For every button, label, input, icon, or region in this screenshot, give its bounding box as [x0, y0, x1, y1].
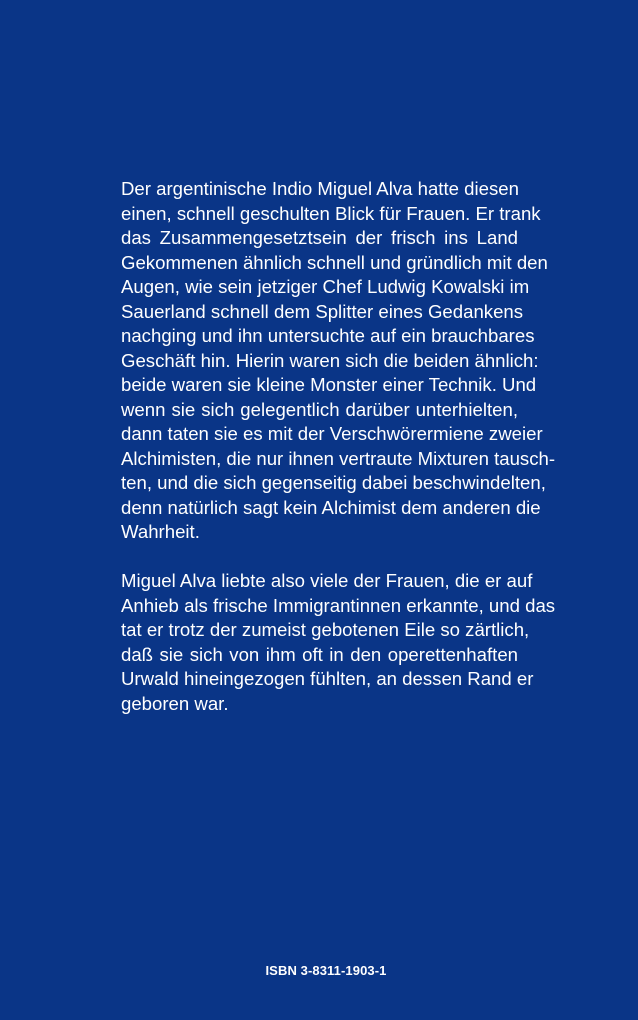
text-line: Geschäft hin. Hierin waren sich die beiden ähnlich:	[121, 349, 539, 371]
text-line: tat er trotz der zumeist gebotenen Eile so zärtlich,	[121, 619, 530, 640]
text-line: daß sie sich von ihm oft in den operettenhaften	[121, 643, 518, 665]
text-line: dann taten sie es mit der Verschwörermiene zweier	[121, 423, 543, 444]
text-line: Alchimisten, die nur ihnen vertraute Mixturen tausch-	[121, 447, 556, 469]
text-line: Der argentinische Indio Miguel Alva hatte diesen	[121, 178, 519, 199]
text-line: ten, und die sich gegenseitig dabei beschwindelten,	[121, 472, 546, 493]
text-line: wenn sie sich gelegentlich darüber unterhielten,	[121, 398, 518, 420]
text-line: nachging und ihn untersuchte auf ein brauchbares	[121, 325, 535, 346]
isbn-label: ISBN 3-8311-1903-1	[265, 963, 387, 978]
paragraph-2	[121, 569, 556, 716]
text-line: beide waren sie kleine Monster einer Technik. Und	[121, 374, 537, 395]
text-line: Anhieb als frische Immigrantinnen erkannte, und das	[121, 594, 556, 616]
text-line: Urwald hineingezogen fühlten, an dessen Rand er	[121, 668, 534, 689]
text-line: einen, schnell geschulten Blick für Frauen. Er trank	[121, 202, 541, 224]
text-line: Wahrheit.	[121, 521, 200, 542]
text-line: Sauerland schnell dem Splitter eines Gedankens	[121, 300, 524, 322]
text-line: geboren war.	[121, 692, 229, 714]
text-line: denn natürlich sagt kein Alchimist dem anderen die	[121, 496, 541, 518]
text-line: Augen, wie sein jetziger Chef Ludwig Kowalski im	[121, 276, 530, 297]
blurb-text	[121, 177, 556, 716]
paragraph-1	[121, 177, 556, 545]
text-line: Miguel Alva liebte also viele der Frauen, die er auf	[121, 570, 533, 591]
text-line: Gekommenen ähnlich schnell und gründlich mit den	[121, 251, 548, 273]
text-line: das Zusammengesetztsein der frisch ins Land	[121, 227, 518, 248]
